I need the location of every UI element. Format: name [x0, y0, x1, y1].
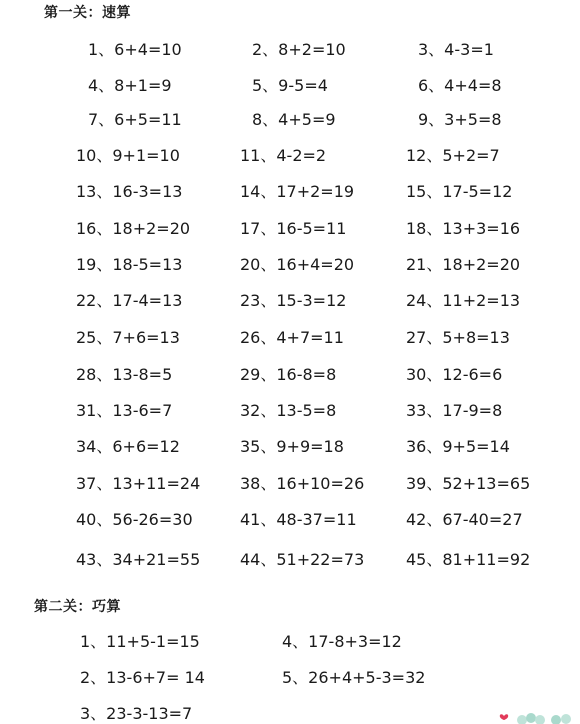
problem-item: 26、4+7=11 — [240, 328, 344, 347]
problem-item: 21、18+2=20 — [406, 255, 521, 274]
problem-item: 45、81+11=92 — [406, 550, 531, 569]
problem-item: 3、4-3=1 — [418, 40, 494, 59]
problem-item: 20、16+4=20 — [240, 255, 355, 274]
problem-item: 28、13-8=5 — [76, 365, 173, 384]
problem-item: 6、4+4=8 — [418, 76, 502, 95]
problem-item: 17、16-5=11 — [240, 219, 347, 238]
problem-item: 16、18+2=20 — [76, 219, 191, 238]
problem-item: 27、5+8=13 — [406, 328, 510, 347]
problem-item: 2、13-6+7= 14 — [80, 668, 205, 687]
problem-item: 39、52+13=65 — [406, 474, 531, 493]
problem-item: 8、4+5=9 — [252, 110, 336, 129]
problem-item: 32、13-5=8 — [240, 401, 337, 420]
problem-item: 36、9+5=14 — [406, 437, 510, 456]
problem-item: 12、5+2=7 — [406, 146, 500, 165]
section-1-title: 第一关：速算 — [44, 5, 131, 21]
section-2-title: 第二关：巧算 — [34, 599, 121, 615]
problem-item: 14、17+2=19 — [240, 182, 355, 201]
problem-item: 34、6+6=12 — [76, 437, 180, 456]
problem-item: 33、17-9=8 — [406, 401, 503, 420]
problem-item: 9、3+5=8 — [418, 110, 502, 129]
problem-item: 18、13+3=16 — [406, 219, 521, 238]
problem-item: 4、8+1=9 — [88, 76, 172, 95]
problem-item: 19、18-5=13 — [76, 255, 183, 274]
problem-item: 42、67-40=27 — [406, 510, 523, 529]
problem-item: 38、16+10=26 — [240, 474, 365, 493]
problem-item: 5、26+4+5-3=32 — [282, 668, 426, 687]
problem-item: 25、7+6=13 — [76, 328, 180, 347]
problem-item: 10、9+1=10 — [76, 146, 180, 165]
problem-item: 2、8+2=10 — [252, 40, 346, 59]
problem-item: 1、11+5-1=15 — [80, 632, 200, 651]
problem-item: 22、17-4=13 — [76, 291, 183, 310]
problem-item: 23、15-3=12 — [240, 291, 347, 310]
problem-item: 24、11+2=13 — [406, 291, 521, 310]
problem-item: 1、6+4=10 — [88, 40, 182, 59]
problem-item: 5、9-5=4 — [252, 76, 328, 95]
problem-item: 11、4-2=2 — [240, 146, 327, 165]
problem-item: 37、13+11=24 — [76, 474, 201, 493]
problem-item: 44、51+22=73 — [240, 550, 365, 569]
problem-item: 4、17-8+3=12 — [282, 632, 402, 651]
problem-item: 13、16-3=13 — [76, 182, 183, 201]
problem-item: 15、17-5=12 — [406, 182, 513, 201]
problem-item: 31、13-6=7 — [76, 401, 173, 420]
problem-item: 7、6+5=11 — [88, 110, 182, 129]
problem-item: 30、12-6=6 — [406, 365, 503, 384]
problem-item: 43、34+21=55 — [76, 550, 201, 569]
problem-item: 40、56-26=30 — [76, 510, 193, 529]
decorative-flower-icon — [498, 708, 578, 724]
problem-item: 41、48-37=11 — [240, 510, 357, 529]
problem-item: 3、23-3-13=7 — [80, 704, 193, 723]
problem-item: 29、16-8=8 — [240, 365, 337, 384]
problem-item: 35、9+9=18 — [240, 437, 344, 456]
